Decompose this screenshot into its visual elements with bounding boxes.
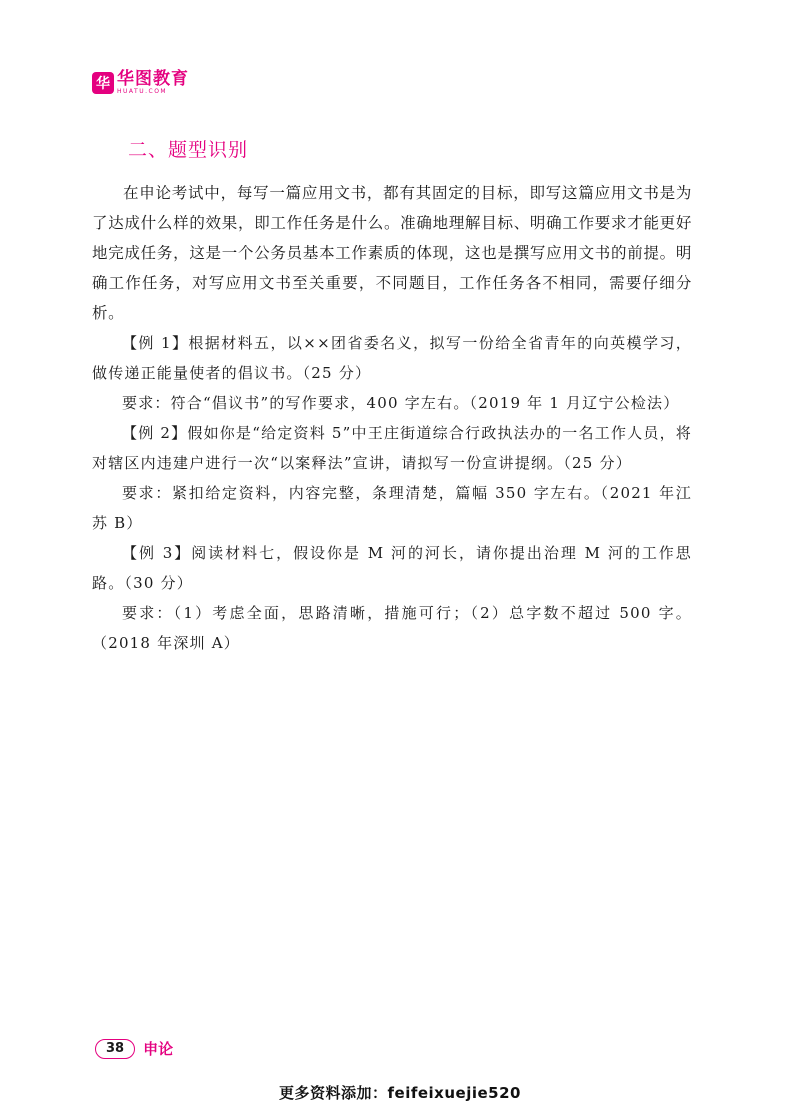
logo-subtext: HUATU.COM — [117, 88, 168, 95]
example-3-question: 【例 3】阅读材料七，假设你是 M 河的河长，请你提出治理 M 河的工作思路。（30 分） — [92, 544, 692, 592]
section-title: 二、题型识别 — [128, 139, 249, 161]
watermark-text: 更多资料添加：feifeixuejie520 — [279, 1084, 521, 1102]
example-2-requirement: 要求：紧扣给定资料，内容完整，条理清楚，篇幅 350 字左右。（2021 年江苏 B） — [92, 484, 692, 532]
huatu-logo — [92, 70, 189, 96]
page-footer — [95, 1038, 173, 1059]
logo-wordmark — [117, 71, 189, 95]
example-1-requirement: 要求：符合“倡议书”的写作要求，400 字左右。（2019 年 1 月辽宁公检法） — [122, 394, 680, 412]
intro-paragraph: 在申论考试中，每写一篇应用文书，都有其固定的目标，即写这篇应用文书是为了达成什么样的效果，即工作任务是什么。准确地理解目标、明确工作要求才能更好地完成任务，这是一个公务员基本工作素质的体现，这也是撰写应用文书的前提。明确工作任务，对写应用文书至关重要，不同题目，工作任务各不相同，需要仔细分析。 — [92, 184, 692, 322]
body-text — [92, 178, 692, 658]
logo-text: 华图教育 — [117, 69, 189, 89]
subject-label: 申论 — [143, 1040, 174, 1058]
example-1-question: 【例 1】根据材料五，以××团省委名义，拟写一份给全省青年的向英模学习，做传递正能量使者的倡议书。（25 分） — [92, 334, 692, 382]
page-number: 38 — [95, 1039, 135, 1059]
logo-mark-icon: 华 — [92, 72, 114, 94]
example-3-requirement: 要求：（1）考虑全面，思路清晰，措施可行；（2）总字数不超过 500 字。（2018 年深圳 A） — [92, 604, 692, 652]
example-2-question: 【例 2】假如你是“给定资料 5”中王庄街道综合行政执法办的一名工作人员，将对辖区内违建户进行一次“以案释法”宣讲，请拟写一份宣讲提纲。（25 分） — [92, 424, 692, 472]
